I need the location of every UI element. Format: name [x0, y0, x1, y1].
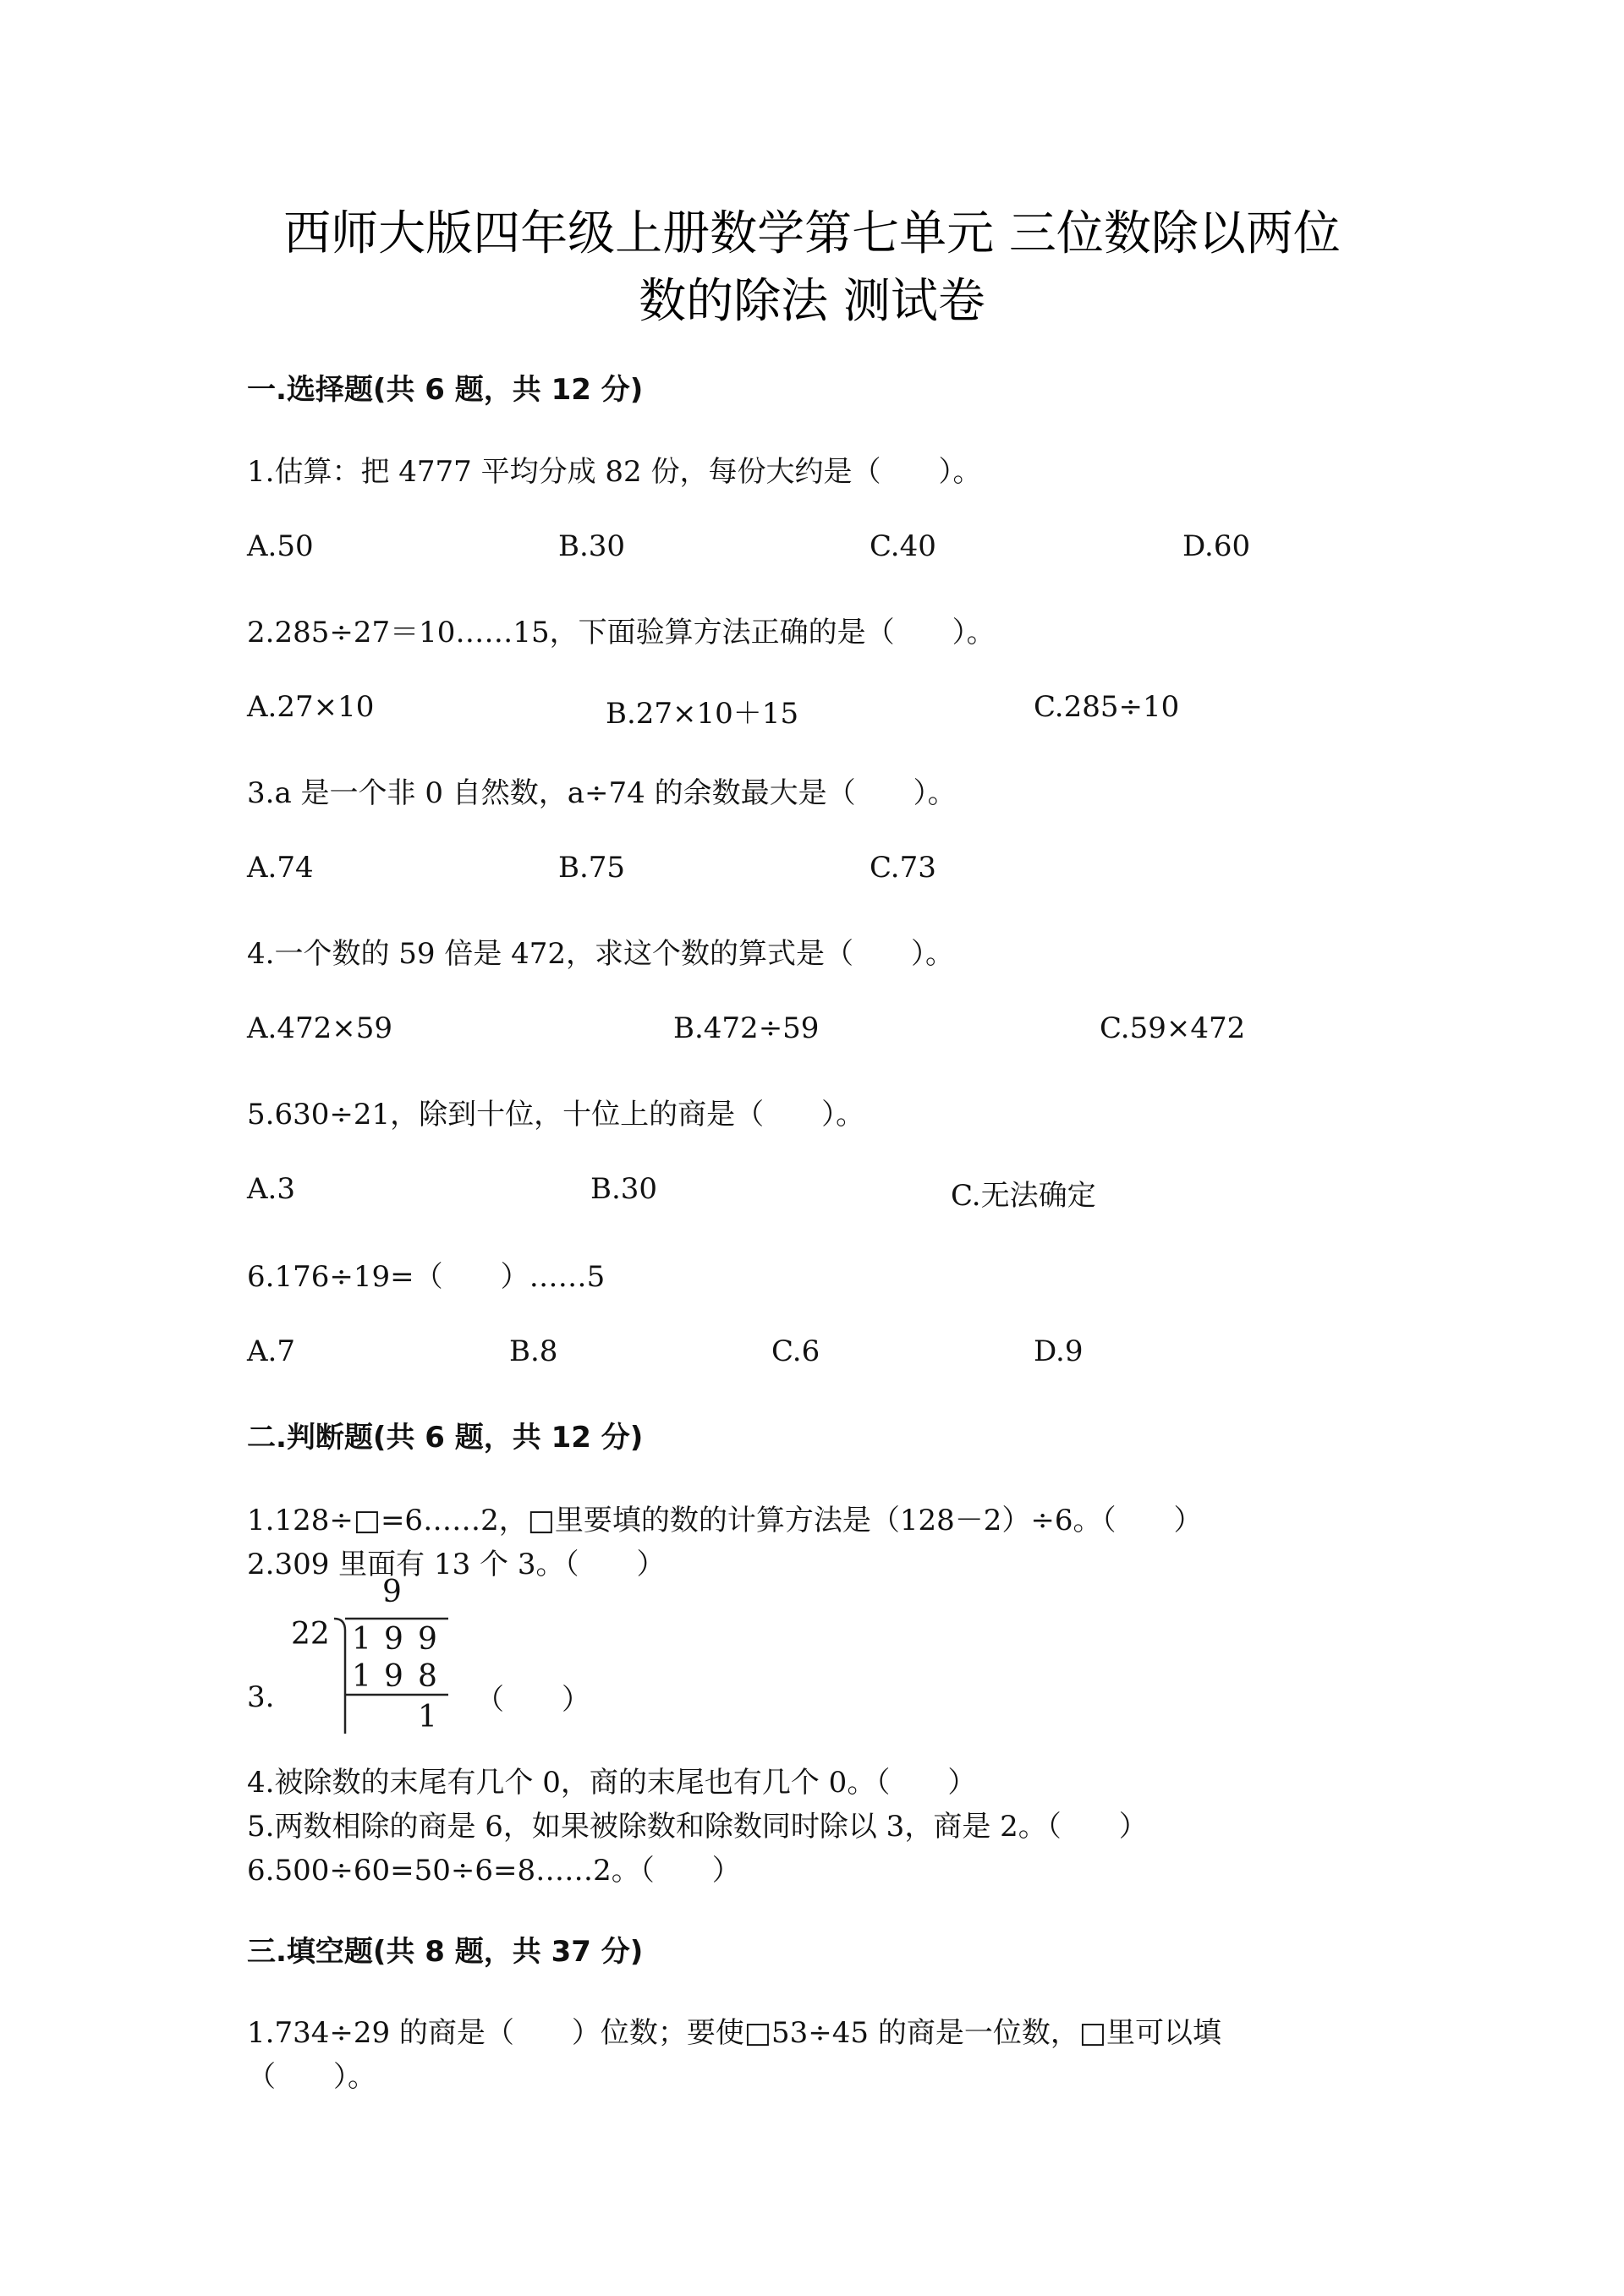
question-2-1: 1.128÷□=6……2，□里要填的数的计算方法是（128－2）÷6。（ ）: [247, 1504, 1203, 1537]
option-1-6-b: B.8: [509, 1334, 558, 1368]
option-1-5-a: A.3: [247, 1172, 295, 1206]
question-2-5: 5.两数相除的商是 6，如果被除数和除数同时除以 3，商是 2。（ ）: [247, 1810, 1148, 1844]
question-1-3: 3.a 是一个非 0 自然数，a÷74 的余数最大是（ ）。: [247, 776, 957, 810]
long-division-figure: [279, 1575, 465, 1742]
option-1-1-d: D.60: [1182, 529, 1251, 563]
question-1-2: 2.285÷27＝10……15，下面验算方法正确的是（ ）。: [247, 616, 996, 649]
option-1-3-a: A.74: [247, 851, 314, 885]
long-division-remainder: 1: [418, 1700, 437, 1734]
question-2-2: 2.309 里面有 13 个 3。（ ）: [247, 1548, 666, 1581]
option-1-6-c: C.6: [771, 1334, 820, 1368]
long-division-product-digit-3: 8: [418, 1659, 437, 1694]
question-1-4: 4.一个数的 59 倍是 472，求这个数的算式是（ ）。: [247, 937, 955, 971]
question-1-1: 1.估算：把 4777 平均分成 82 份，每份大约是（ ）。: [247, 455, 982, 489]
option-1-1-b: B.30: [558, 529, 626, 563]
option-1-1-a: A.50: [247, 529, 314, 563]
page-title-line-1: 西师大版四年级上册数学第七单元 三位数除以两位: [283, 206, 1341, 261]
option-1-3-b: B.75: [558, 851, 626, 885]
long-division-product-digit-1: 1: [352, 1659, 371, 1694]
long-division-divisor: 22: [291, 1617, 330, 1652]
option-1-5-b: B.30: [590, 1172, 658, 1206]
option-1-6-a: A.7: [247, 1334, 295, 1368]
option-1-3-c: C.73: [870, 851, 936, 885]
question-2-4: 4.被除数的末尾有几个 0，商的末尾也有几个 0。（ ）: [247, 1766, 977, 1800]
long-division-quotient: 9: [382, 1575, 402, 1609]
section-heading-choice: 一.选择题(共 6 题，共 12 分): [247, 373, 644, 407]
section-heading-fill-in: 三.填空题(共 8 题，共 37 分): [247, 1935, 644, 1969]
question-3-1-line-2: （ ）。: [247, 2060, 376, 2094]
option-1-2-a: A.27×10: [247, 690, 375, 724]
long-division-dividend-digit-3: 9: [418, 1622, 437, 1657]
option-1-4-b: B.472÷59: [673, 1011, 820, 1045]
option-1-6-d: D.9: [1034, 1334, 1084, 1368]
long-division-product-digit-2: 9: [384, 1659, 403, 1694]
question-1-5: 5.630÷21，除到十位，十位上的商是（ ）。: [247, 1098, 865, 1132]
option-1-4-a: A.472×59: [247, 1011, 393, 1045]
question-2-3-answer-blank: （ ）: [475, 1683, 590, 1717]
question-2-3-number: 3.: [247, 1680, 275, 1714]
long-division-bracket: [279, 1575, 465, 1742]
long-division-dividend-digit-1: 1: [352, 1622, 371, 1657]
option-1-1-c: C.40: [870, 529, 936, 563]
section-heading-judgement: 二.判断题(共 6 题，共 12 分): [247, 1421, 644, 1455]
option-1-2-c: C.285÷10: [1034, 690, 1180, 724]
long-division-dividend-digit-2: 9: [384, 1622, 403, 1657]
question-1-6: 6.176÷19=（ ）……5: [247, 1260, 606, 1294]
option-1-2-b: B.27×10＋15: [606, 697, 799, 731]
question-3-1-line-1: 1.734÷29 的商是（ ）位数；要使□53÷45 的商是一位数，□里可以填: [247, 2016, 1221, 2050]
option-1-5-c: C.无法确定: [951, 1179, 1096, 1213]
question-2-6: 6.500÷60=50÷6=8……2。（ ）: [247, 1854, 741, 1888]
page-title-line-2: 数的除法 测试卷: [639, 274, 985, 329]
option-1-4-c: C.59×472: [1100, 1011, 1246, 1045]
